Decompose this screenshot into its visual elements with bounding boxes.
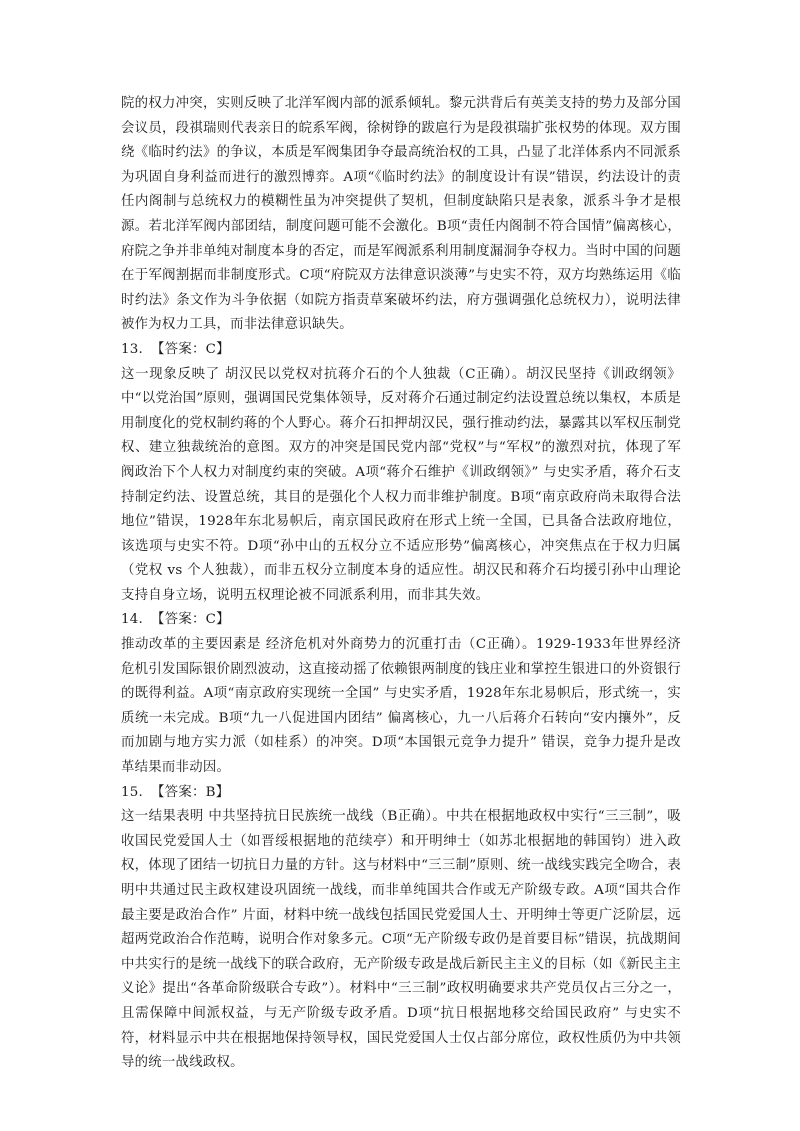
answer-label: 【答案：C】	[151, 341, 230, 357]
question-number: 15.	[121, 784, 144, 800]
answer-heading	[121, 781, 681, 806]
explanation-paragraph: 这一结果表明 中共坚持抗日民族统一战线（B正确）。中共在根据地政权中实行“三三制”，吸收国民党爱国人士（如晋绥根据地的范续亭）和开明绅士（如苏北根据地的韩国钧）进入政权，体现了团结一切抗日力量的方针。这与材料中“三三制”原则、统一战线实践完全吻合，表明中共通过民主政权建设巩固统一战线，而非单纯国共合作或无产阶级专政。A项“国共合作最主要是政治合作” 片面，材料中统一战线包括国民党爱国人士、开明绅士等更广泛阶层，远超两党政治合作范畴，说明合作对象多元。C项“无产阶级专政仍是首要目标”错误，抗战期间中共实行的是统一战线下的联合政府，无产阶级专政是战后新民主主义的目标（如《新民主主义论》提出“各革命阶级联合专政”）。材料中“三三制”政权明确要求共产党员仅占三分之一，且需保障中间派权益，与无产阶级专政矛盾。D项“抗日根据地移交给国民政府” 与史实不符，材料显示中共在根据地保持领导权，国民党爱国人士仅占部分席位，政权性质仍为中共领导的统一战线政权。	[121, 809, 681, 1071]
question-number: 14.	[121, 612, 144, 628]
answer-label: 【答案：B】	[151, 784, 230, 800]
answer-heading	[121, 338, 681, 363]
explanation-paragraph: 这一现象反映了 胡汉民以党权对抗蒋介石的个人独裁（C正确）。胡汉民坚持《训政纲领》中“以党治国”原则，强调国民党集体领导，反对蒋介石通过制定约法设置总统以集权，本质是用制度化的党权制约蒋的个人野心。蒋介石扣押胡汉民，强行推动约法，暴露其以军权压制党权、建立独裁统治的意图。双方的冲突是国民党内部“党权”与“军权”的激烈对抗，体现了军阀政治下个人权力对制度约束的突破。A项“蒋介石维护《训政纲领》” 与史实矛盾，蒋介石支持制定约法、设置总统，其目的是强化个人权力而非维护制度。B项“南京政府尚未取得合法地位”错误，1928年东北易帜后，南京国民政府在形式上统一全国，已具备合法政府地位，该选项与史实不符。D项“孙中山的五权分立不适应形势”偏离核心，冲突焦点在于权力归属（党权 vs 个人独裁），而非五权分立制度本身的适应性。胡汉民和蒋介石均援引孙中山理论支持自身立场，说明五权理论被不同派系利用，而非其失效。	[121, 366, 681, 603]
document-page	[121, 92, 681, 1076]
explanation-paragraph: 院的权力冲突，实则反映了北洋军阀内部的派系倾轧。黎元洪背后有英美支持的势力及部分国会议员，段祺瑞则代表亲日的皖系军阀，徐树铮的跋扈行为是段祺瑞扩张权势的体现。双方围绕《临时约法》的争议，本质是军阀集团争夺最高统治权的工具，凸显了北洋体系内不同派系为巩固自身利益而进行的激烈博弈。A项“《临时约法》的制度设计有误”错误，约法设计的责任内阁制与总统权力的模糊性虽为冲突提供了契机，但制度缺陷只是表象，派系斗争才是根源。若北洋军阀内部团结，制度问题可能不会激化。B项“责任内阁制不符合国情”偏离核心，府院之争并非单纯对制度本身的否定，而是军阀派系利用制度漏洞争夺权力。当时中国的问题在于军阀割据而非制度形式。C项“府院双方法律意识淡薄”与史实不符，双方均熟练运用《临时约法》条文作为斗争依据（如院方指责草案破坏约法，府方强调强化总统权力），说明法律被作为权力工具，而非法律意识缺失。	[121, 96, 681, 333]
question-number: 13.	[121, 341, 144, 357]
answer-label: 【答案：C】	[151, 612, 230, 628]
explanation-paragraph: 推动改革的主要因素是 经济危机对外商势力的沉重打击（C正确）。1929-1933年世界经济危机引发国际银价剧烈波动，这直接动摇了依赖银两制度的钱庄业和掌控生银进口的外资银行的既得利益。A项“南京政府实现统一全国” 与史实矛盾，1928年东北易帜后，形式统一，实质统一未完成。B项“九一八促进国内团结” 偏离核心，九一八后蒋介石转向“安内攘外”，反而加剧与地方实力派（如桂系）的冲突。D项“本国银元竞争力提升” 错误，竞争力提升是改革结果而非动因。	[121, 637, 681, 776]
answer-heading	[121, 608, 681, 633]
